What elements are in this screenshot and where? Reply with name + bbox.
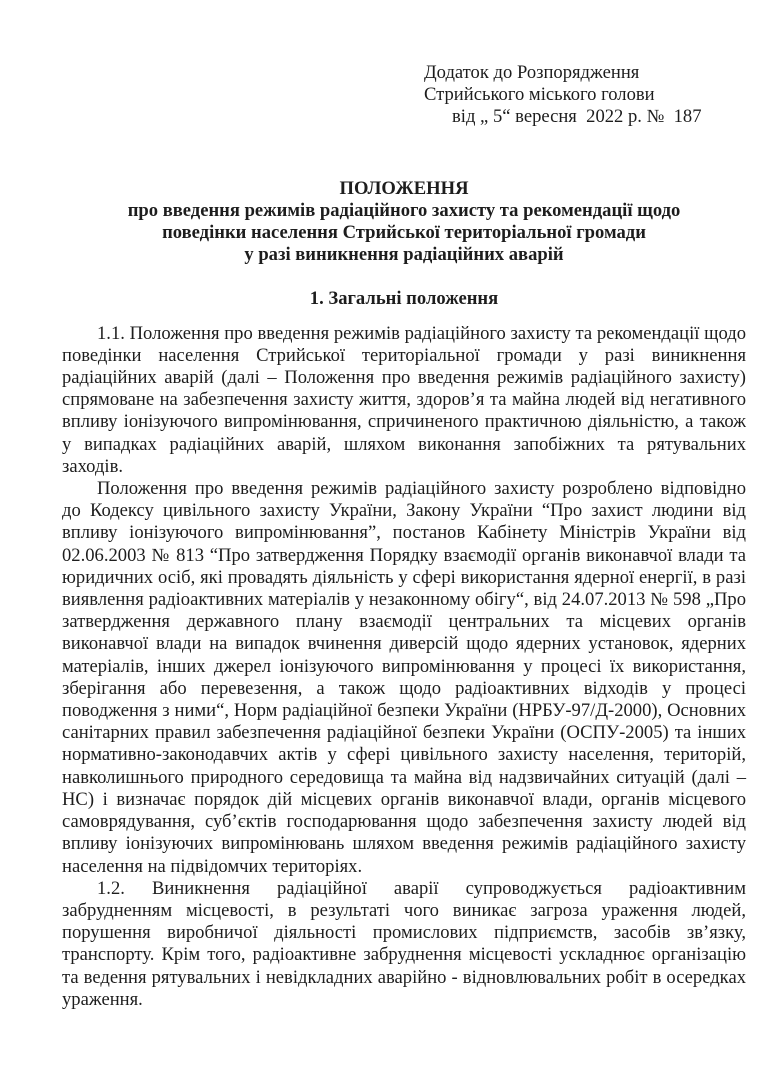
document-content: [62, 62, 746, 1011]
document-subtitle-line-1: про введення режимів радіаційного захисту та рекомендації щодо: [127, 199, 681, 221]
annex-reference-block: [424, 62, 746, 129]
annex-reference-date-number: від „ 5“ вересня 2022 р. № 187: [452, 106, 702, 128]
section-heading-general-provisions: 1. Загальні положення: [309, 288, 499, 310]
document-title: ПОЛОЖЕННЯ: [339, 177, 469, 199]
paragraph-1-2: 1.2. Виникнення радіаційної аварії супроводжується радіоактивним забрудненням місцевості, в результаті чого виникає загроза ураження людей, порушення виробничої діяльності промислових підприємств, засобів зв’язку, транспорту. Крім того, радіоактивне забруднення місцевості ускладнює організацію та ведення рятувальних і невідкладних аварійно - відновлювальних робіт в осередках ураження.: [62, 877, 746, 1010]
paragraph-legal-basis: Положення про введення режимів радіаційного захисту розроблено відповідно до Кодексу цивільного захисту України, Закону України “Про захист людини від впливу іонізуючого випромінювання”, постанов Кабінету Міністрів України від 02.06.2003 № 813 “Про затвердження Порядку взаємодії органів виконавчої влади та юридичних осіб, які провадять діяльність у сфері використання ядерної енергії, в разі виявлення радіоактивних матеріалів у незаконному обігу“, від 24.07.2013 № 598 „Про затвердження державного плану взаємодії центральних та місцевих органів виконавчої влади на випадок вчинення диверсій щодо ядерних установок, ядерних матеріалів, інших джерел іонізуючого випромінювання у процесі їх використання, зберігання або перевезення, а також щодо радіоактивних відходів у процесі поводження з ними“, Норм радіаційної безпеки України (НРБУ-97/Д-2000), Основних санітарних правил забезпечення радіаційної безпеки України (ОСПУ-2005) та інших нормативно-законодавчих актів у сфері цивільного захисту населення, територій, навколишнього природного середовища та майна від надзвичайних ситуацій (далі – НС) і визначає порядок дій місцевих органів виконавчої влади, органів місцевого самоврядування, суб’єктів господарювання щодо забезпечення захисту людей від впливу іонізуючих випромінювань шляхом введення режимів радіаційного захисту населення на підвідомчих територіях.: [62, 478, 746, 877]
paragraph-1-1: 1.1. Положення про введення режимів радіаційного захисту та рекомендації щодо поведінки населення Стрийської територіальної громади у разі виникнення радіаційних аварій (далі – Положення про введення режимів радіаційного захисту) спрямоване на забезпечення захисту життя, здоров’я та майна людей від негативного впливу іонізуючого випромінювання, спричиненого практичною діяльністю, а також у випадках радіаційних аварій, шляхом виконання запобіжних та рятувальних заходів.: [62, 322, 746, 477]
annex-reference-line-1: Додаток до Розпорядження: [424, 62, 640, 83]
document-subtitle-line-2: поведінки населення Стрийської територіальної громади: [162, 222, 646, 244]
document-subtitle: [62, 200, 746, 267]
annex-reference-line-2: Стрийського міського голови: [424, 84, 655, 106]
document-subtitle-line-3: у разі виникнення радіаційних аварій: [244, 244, 564, 266]
